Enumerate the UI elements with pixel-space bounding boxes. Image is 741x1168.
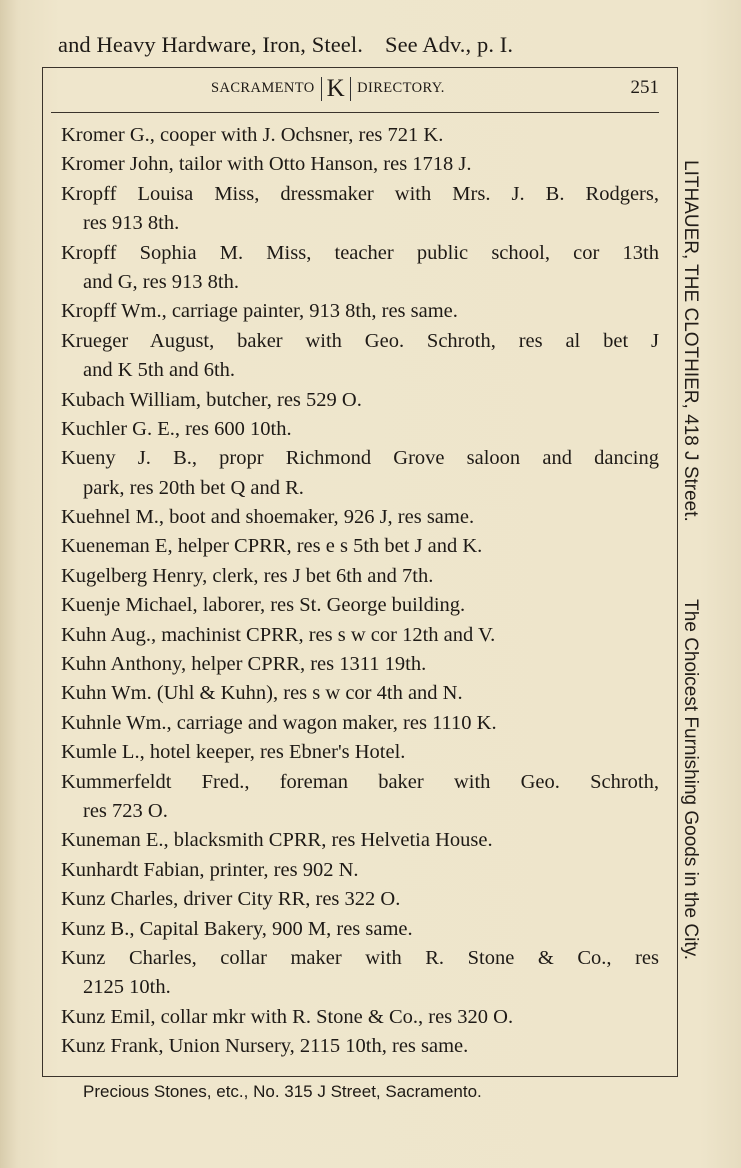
directory-entry	[61, 297, 659, 326]
entry-line: Kunhardt Fabian, printer, res 902 N.	[61, 858, 359, 881]
entry-continuation-line: res 913 8th.	[83, 212, 180, 235]
header-letter: K	[321, 77, 351, 101]
directory-entry	[61, 503, 659, 532]
directory-entry	[61, 150, 659, 179]
directory-entry	[61, 738, 659, 767]
directory-entry	[61, 826, 659, 855]
entry-continuation-line: and G, res 913 8th.	[83, 270, 240, 293]
entry-line: Kueneman E, helper CPRR, res e s 5th bet J and K.	[61, 535, 483, 558]
directory-entry	[61, 650, 659, 679]
directory-entry	[61, 327, 659, 386]
directory-entry	[61, 885, 659, 914]
entry-continuation-line: and K 5th and 6th.	[83, 359, 236, 382]
page-header	[51, 68, 659, 113]
entry-continuation-line: res 723 O.	[83, 799, 168, 822]
entry-line: Kueny J. B., propr Richmond Grove saloon and dancing	[61, 447, 659, 470]
running-head-left: and Heavy Hardware, Iron, Steel.	[58, 32, 363, 57]
entry-line: Kumle L., hotel keeper, res Ebner's Hotel.	[61, 741, 406, 764]
entry-continuation-line: park, res 20th bet Q and R.	[83, 476, 304, 499]
side-advertisement	[675, 160, 705, 960]
directory-entry	[61, 709, 659, 738]
entry-line: Kunz B., Capital Bakery, 900 M, res same.	[61, 917, 413, 940]
entry-line: Kugelberg Henry, clerk, res J bet 6th and 7th.	[61, 564, 434, 587]
directory-entry	[61, 621, 659, 650]
entry-line: Kunz Frank, Union Nursery, 2115 10th, res same.	[61, 1035, 469, 1058]
footer-advertisement: Precious Stones, etc., No. 315 J Street, Sacramento.	[83, 1082, 482, 1101]
directory-entry	[61, 532, 659, 561]
running-head-right: See Adv., p. I.	[384, 32, 514, 57]
directory-entries	[61, 121, 659, 1062]
entry-line: Krueger August, baker with Geo. Schroth, res al bet J	[61, 329, 659, 352]
entry-line: Kuhn Aug., machinist CPRR, res s w cor 12th and V.	[61, 623, 496, 646]
entry-line: Kuchler G. E., res 600 10th.	[61, 417, 292, 440]
entry-line: Kuhn Anthony, helper CPRR, res 1311 19th.	[61, 653, 427, 676]
entry-line: Kuhnle Wm., carriage and wagon maker, res 1110 K.	[61, 711, 497, 734]
entry-line: Kummerfeldt Fred., foreman baker with Geo. Schroth,	[61, 770, 659, 793]
entry-line: Kuneman E., blacksmith CPRR, res Helvetia House.	[61, 829, 493, 852]
page-number: 251	[630, 77, 659, 98]
running-head	[58, 32, 513, 58]
entry-line: Kropff Sophia M. Miss, teacher public school, cor 13th	[61, 241, 659, 264]
entry-continuation-line: 2125 10th.	[83, 976, 171, 999]
directory-entry	[61, 239, 659, 298]
directory-entry	[61, 1032, 659, 1061]
entry-line: Kuenje Michael, laborer, res St. George building.	[61, 594, 466, 617]
directory-entry	[61, 944, 659, 1003]
directory-entry	[61, 386, 659, 415]
entry-line: Kunz Charles, driver City RR, res 322 O.	[61, 888, 401, 911]
entry-line: Kunz Charles, collar maker with R. Stone & Co., res	[61, 946, 659, 969]
entry-line: Kuhn Wm. (Uhl & Kuhn), res s w cor 4th and N.	[61, 682, 463, 705]
entry-line: Kunz Emil, collar mkr with R. Stone & Co., res 320 O.	[61, 1005, 514, 1028]
page-title	[211, 77, 445, 101]
entry-line: Kubach William, butcher, res 529 O.	[61, 388, 362, 411]
directory-entry	[61, 121, 659, 150]
side-advert-part1: LITHAUER, THE CLOTHIER, 418 J Street.	[680, 160, 701, 522]
directory-entry	[61, 562, 659, 591]
entry-line: Kropff Wm., carriage painter, 913 8th, res same.	[61, 300, 458, 323]
directory-entry	[61, 591, 659, 620]
directory-entry	[61, 856, 659, 885]
directory-entry	[61, 415, 659, 444]
entry-line: Kropff Louisa Miss, dressmaker with Mrs. J. B. Rodgers,	[61, 182, 659, 205]
directory-entry	[61, 768, 659, 827]
directory-entry	[61, 180, 659, 239]
directory-entry	[61, 1003, 659, 1032]
side-advert-part2: The Choicest Furnishing Goods in the City.	[680, 599, 701, 960]
header-city: SACRAMENTO	[211, 80, 315, 96]
directory-entry	[61, 444, 659, 503]
entry-line: Kromer John, tailor with Otto Hanson, res 1718 J.	[61, 153, 472, 176]
directory-entry	[61, 679, 659, 708]
entry-line: Kuehnel M., boot and shoemaker, 926 J, res same.	[61, 506, 475, 529]
entry-line: Kromer G., cooper with J. Ochsner, res 721 K.	[61, 124, 444, 146]
header-section: DIRECTORY.	[357, 80, 445, 96]
directory-page-frame	[42, 67, 678, 1077]
directory-entry	[61, 915, 659, 944]
